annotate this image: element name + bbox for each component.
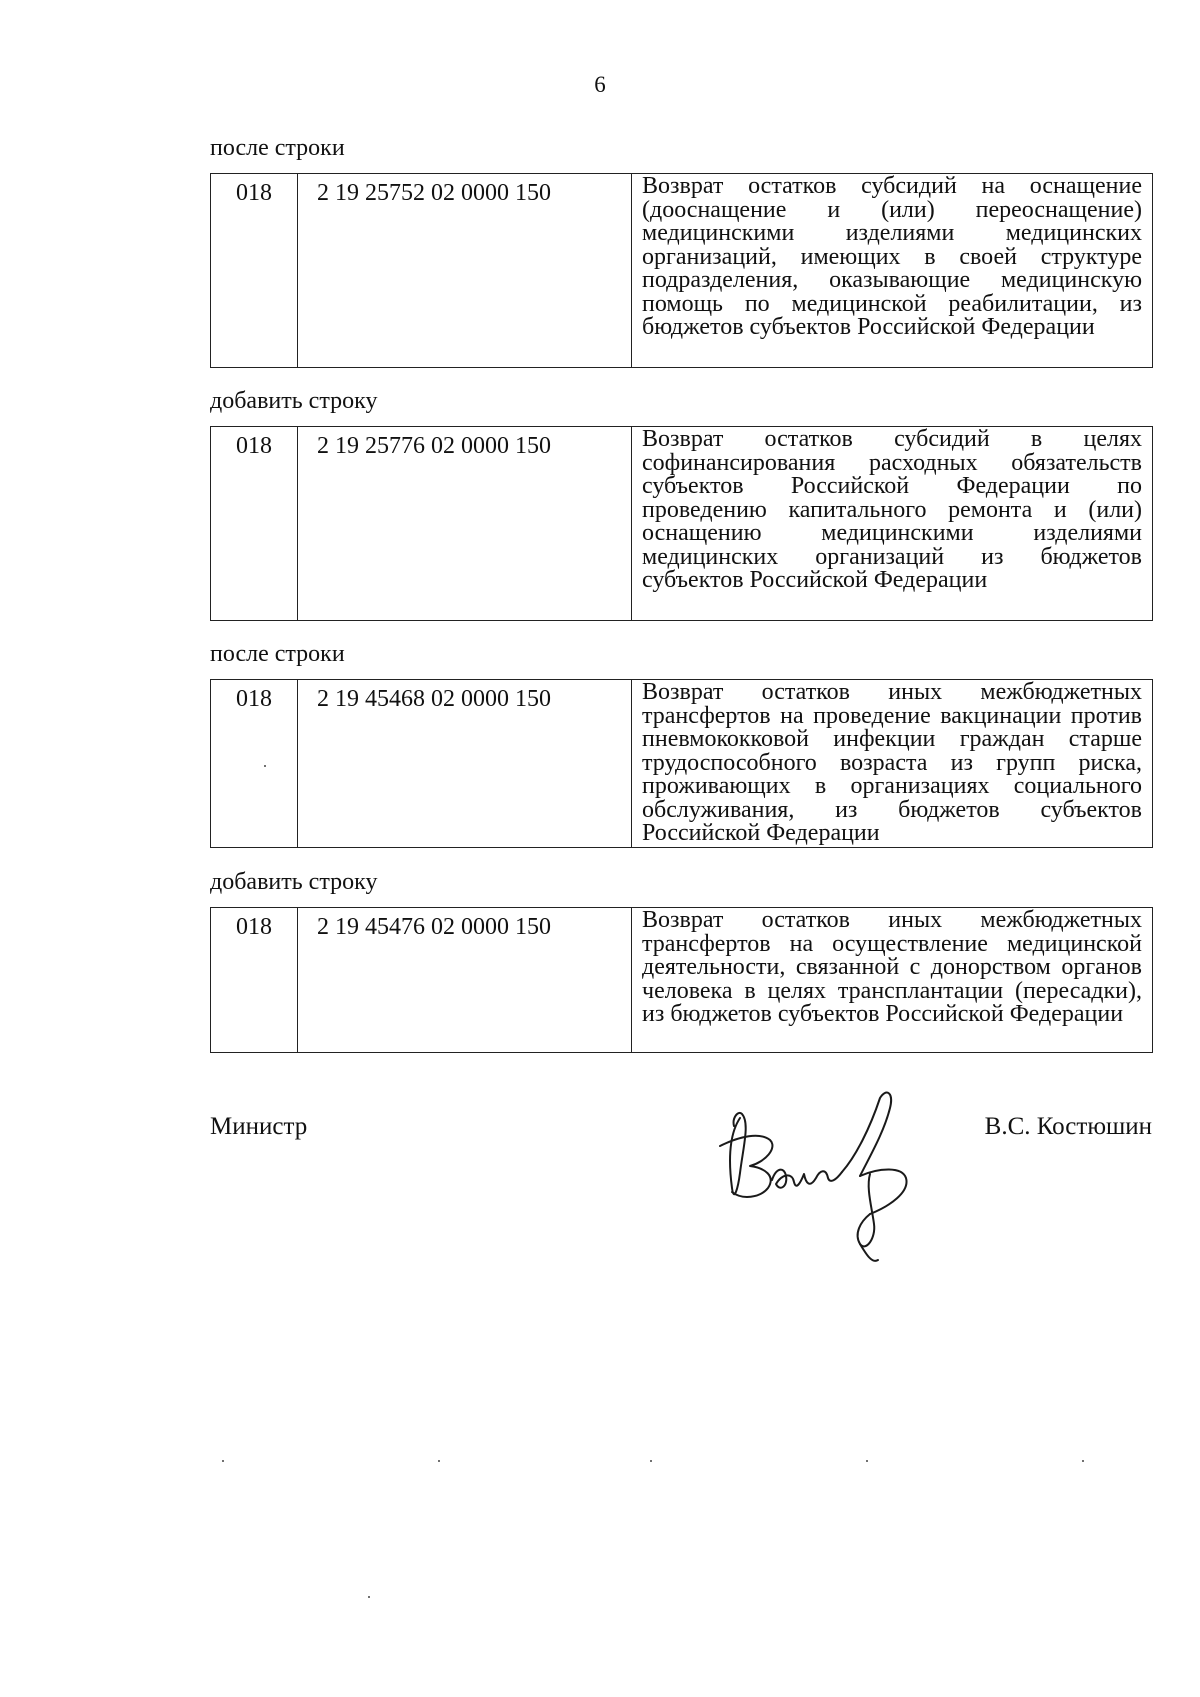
instruction-label: добавить строку [210, 388, 378, 414]
budget-code-cell: 2 19 45468 02 0000 150 [298, 680, 632, 848]
budget-code-table [210, 679, 1153, 848]
table-row [211, 427, 1153, 621]
scan-speck [1082, 1460, 1084, 1462]
admin-code-cell: 018 [211, 174, 298, 368]
admin-code-cell: 018 [211, 427, 298, 621]
description-cell: Возврат остатков субсидий на оснащение (дооснащение и (или) переоснащение) медицинскими изделиями медицинских организаций, имеющих в своей структуре подразделения, оказывающие медицинскую помощь по медицинской реабилитации, из бюджетов субъектов Российской Федерации [632, 174, 1153, 368]
handwritten-signature [710, 1088, 930, 1268]
signatory-position: Министр [210, 1113, 308, 1140]
scan-speck [368, 1596, 370, 1598]
description-cell: Возврат остатков иных межбюджетных трансфертов на проведение вакцинации против пневмококковой инфекции граждан старше трудоспособного возраста из групп риска, проживающих в организациях социального обслуживания, из бюджетов субъектов Российской Федерации [632, 680, 1153, 848]
signatory-name: В.С. Костюшин [984, 1113, 1152, 1140]
scan-speck [222, 1460, 224, 1462]
scan-speck [866, 1460, 868, 1462]
scan-speck [264, 765, 266, 767]
instruction-label: добавить строку [210, 869, 378, 895]
budget-code-cell: 2 19 25776 02 0000 150 [298, 427, 632, 621]
admin-code-cell: 018 [211, 908, 298, 1053]
scan-speck [650, 1460, 652, 1462]
budget-code-table [210, 426, 1153, 621]
budget-code-cell: 2 19 45476 02 0000 150 [298, 908, 632, 1053]
budget-code-table [210, 173, 1153, 368]
scan-speck [438, 1460, 440, 1462]
table-row [211, 174, 1153, 368]
description-cell: Возврат остатков субсидий в целях софинансирования расходных обязательств субъектов Российской Федерации по проведению капитального ремонта и (или) оснащению медицинскими изделиями медицинских организаций из бюджетов субъектов Российской Федерации [632, 427, 1153, 621]
page-number: 6 [594, 72, 606, 97]
instruction-label: после строки [210, 135, 345, 161]
budget-code-table [210, 907, 1153, 1053]
instruction-label: после строки [210, 641, 345, 667]
description-cell: Возврат остатков иных межбюджетных трансфертов на осуществление медицинской деятельности, связанной с донорством органов человека в целях трансплантации (пересадки), из бюджетов субъектов Российской Федерации [632, 908, 1153, 1053]
table-row [211, 680, 1153, 848]
table-row [211, 908, 1153, 1053]
budget-code-cell: 2 19 25752 02 0000 150 [298, 174, 632, 368]
admin-code-cell: 018 [211, 680, 298, 848]
